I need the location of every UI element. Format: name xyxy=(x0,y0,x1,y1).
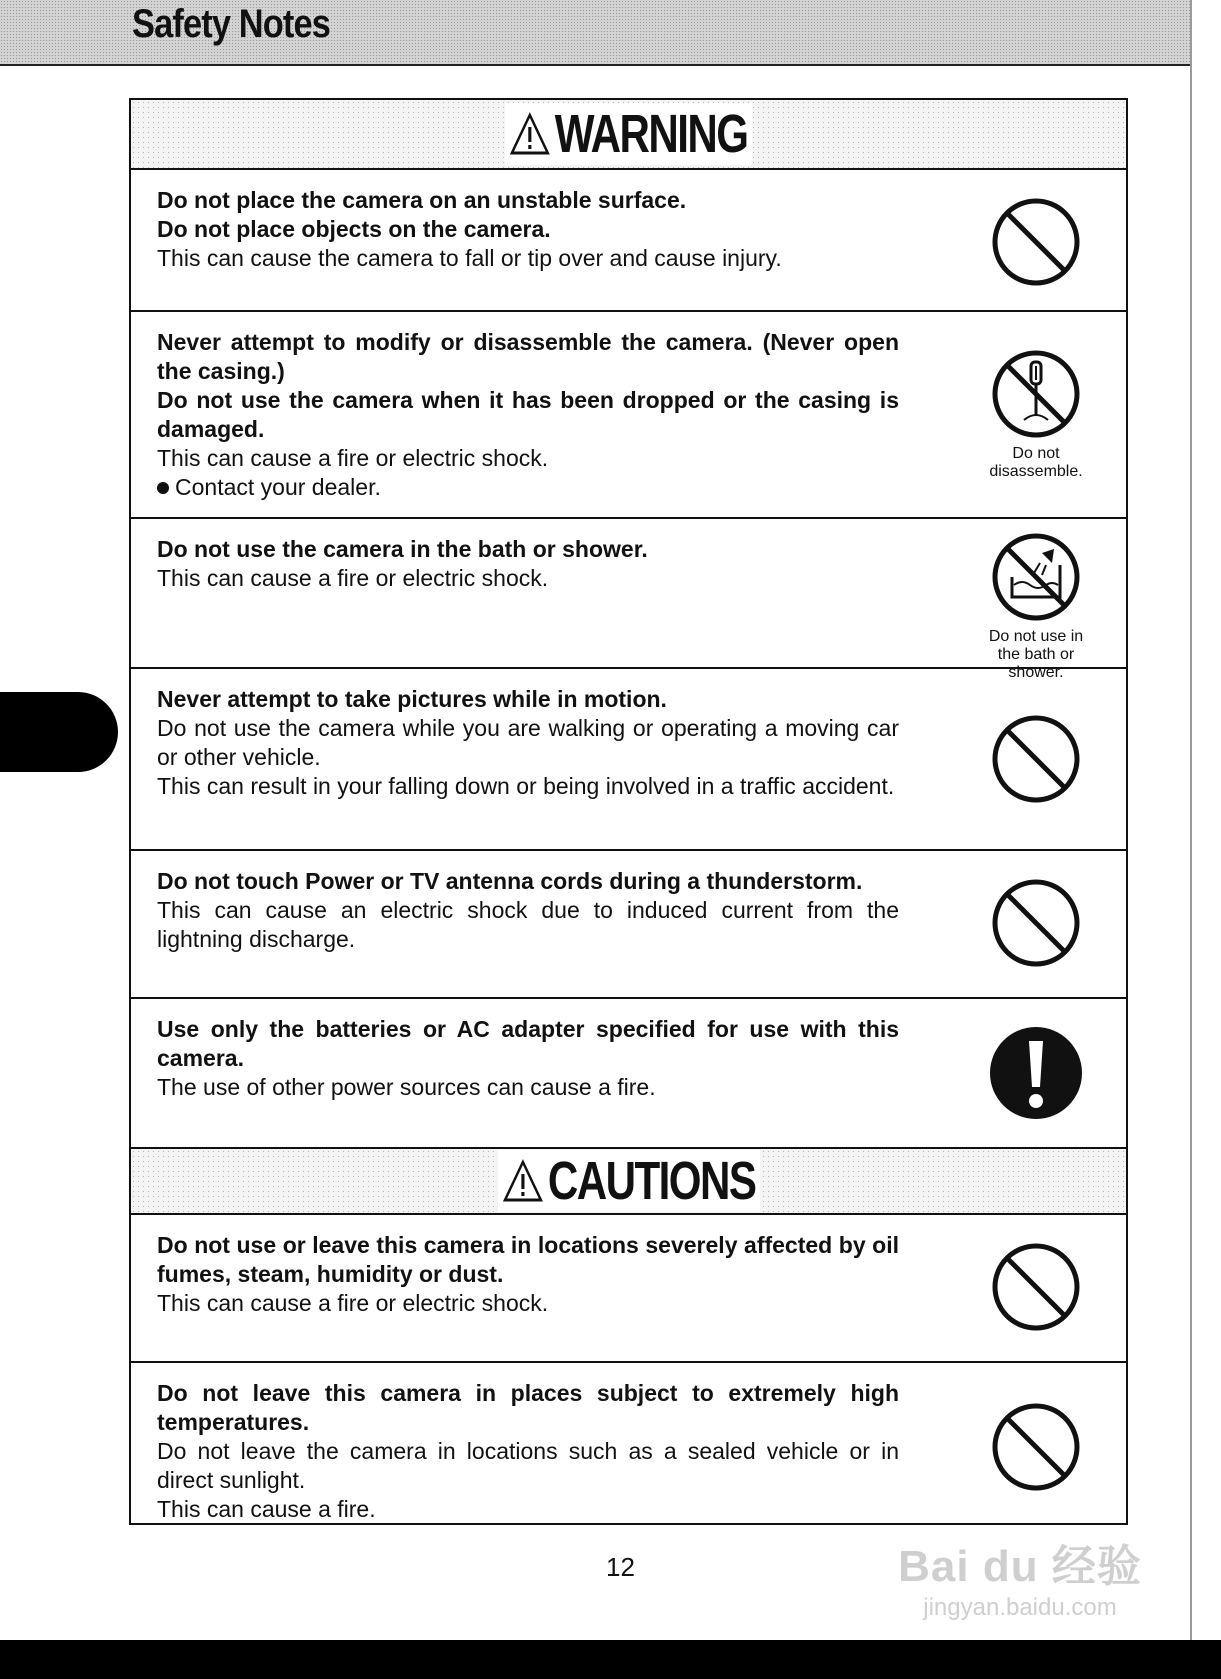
warning-header xyxy=(131,100,1126,170)
prohibition-icon xyxy=(990,1241,1082,1333)
row-5-line-1: Do not touch Power or TV antenna cords during a thunderstorm. xyxy=(157,868,863,894)
row-3-line-2: This can cause a fire or electric shock. xyxy=(157,565,549,591)
header-bar xyxy=(0,0,1190,66)
caution-2-line-3: This can cause a fire. xyxy=(157,1496,376,1522)
bullet-icon xyxy=(157,482,169,494)
do-not-use-in-bath-caption-1: Do not use in xyxy=(988,628,1084,645)
prohibition-icon xyxy=(990,877,1082,969)
watermark xyxy=(870,1530,1170,1630)
row-4-line-3: This can result in your falling down or being involved in a traffic accident. xyxy=(157,773,895,799)
mandatory-action-icon xyxy=(988,1025,1084,1121)
page-edge-rule xyxy=(1190,0,1192,1640)
row-2-line-3: This can cause a fire or electric shock. xyxy=(157,445,549,471)
cautions-header xyxy=(131,1147,1126,1215)
row-1-line-1: Do not place the camera on an unstable surface. xyxy=(157,187,687,213)
warning-row-3 xyxy=(131,519,1126,681)
warning-row-5 xyxy=(131,851,1126,999)
cautions-heading-text: CAUTIONS xyxy=(547,1151,755,1211)
row-2-line-2: Do not use the camera when it has been dropped or the casing is damaged. xyxy=(157,387,899,442)
row-6-line-2: The use of other power sources can cause a fire. xyxy=(157,1074,656,1100)
row-5-line-2: This can cause an electric shock due to induced current from the lightning discharge. xyxy=(157,897,899,952)
caution-row-2 xyxy=(131,1363,1126,1523)
prohibition-icon xyxy=(990,713,1082,805)
row-6-line-1: Use only the batteries or AC adapter specified for use with this camera. xyxy=(157,1016,899,1071)
chapter-tab xyxy=(0,692,118,772)
row-1-line-2: Do not place objects on the camera. xyxy=(157,216,551,242)
do-not-use-in-bath-caption-2: the bath or shower. xyxy=(997,646,1075,681)
cautions-title xyxy=(497,1150,759,1212)
row-1-line-3: This can cause the camera to fall or tip over and cause injury. xyxy=(157,245,782,271)
prohibition-icon xyxy=(990,1401,1082,1493)
warning-row-6 xyxy=(131,999,1126,1147)
warning-heading-text: WARNING xyxy=(554,104,748,164)
safety-table xyxy=(129,98,1128,1525)
row-4-line-1: Never attempt to take pictures while in motion. xyxy=(157,686,667,712)
bottom-scan-edge xyxy=(0,1640,1221,1679)
do-not-use-in-bath-icon xyxy=(990,531,1082,623)
caution-1-line-1: Do not use or leave this camera in locations severely affected by oil fumes, steam, humidity or dust. xyxy=(157,1232,899,1287)
row-2-line-4: Contact your dealer. xyxy=(157,473,899,502)
warning-triangle-icon xyxy=(510,112,551,156)
page-title: Safety Notes xyxy=(132,2,331,46)
caution-1-line-2: This can cause a fire or electric shock. xyxy=(157,1290,549,1316)
do-not-disassemble-caption-1: Do not xyxy=(1012,445,1060,462)
caution-2-line-2: Do not leave the camera in locations such as a sealed vehicle or in direct sunlight. xyxy=(157,1438,899,1493)
warning-row-1 xyxy=(131,170,1126,312)
row-4-line-2: Do not use the camera while you are walking or operating a moving car or other vehicle. xyxy=(157,715,899,770)
warning-row-4 xyxy=(131,669,1126,851)
page-number: 12 xyxy=(606,1552,635,1582)
warning-row-2 xyxy=(131,312,1126,519)
do-not-disassemble-caption-2: disassemble. xyxy=(989,463,1083,480)
caution-2-line-1: Do not leave this camera in places subject to extremely high temperatures. xyxy=(157,1380,899,1435)
watermark-logo-text: Bai du 经验 xyxy=(898,1542,1142,1591)
prohibition-icon xyxy=(990,196,1082,288)
caution-triangle-icon xyxy=(502,1159,543,1203)
warning-title xyxy=(505,103,752,165)
watermark-url: jingyan.baidu.com xyxy=(923,1594,1117,1621)
row-2-line-1: Never attempt to modify or disassemble the camera. (Never open the casing.) xyxy=(157,329,899,384)
caution-row-1 xyxy=(131,1215,1126,1363)
row-3-line-1: Do not use the camera in the bath or shower. xyxy=(157,536,648,562)
do-not-disassemble-icon xyxy=(990,348,1082,440)
